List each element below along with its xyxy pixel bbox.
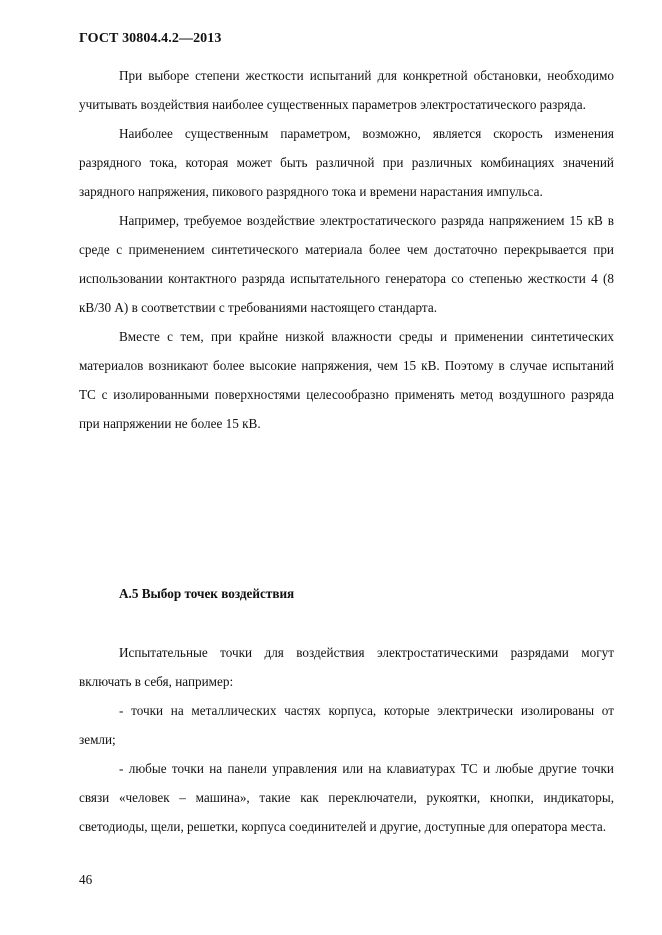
paragraph: Вместе с тем, при крайне низкой влажности среды и применении синтетических материалов возникают более высокие напряжения, чем 15 кВ. Поэтому в случае испытаний ТС с изолированными поверхностями целесообразно применять метод воздушного разряда при напряжении не более 15 кВ. xyxy=(79,329,614,431)
body-text-top xyxy=(79,61,614,438)
paragraph: Наиболее существенным параметром, возможно, является скорость изменения разрядного тока, которая может быть различной при различных комбинациях значений зарядного напряжения, пикового разрядного тока и времени нарастания импульса. xyxy=(79,126,614,199)
document-header: ГОСТ 30804.4.2—2013 xyxy=(79,31,222,46)
body-text-bottom xyxy=(79,638,614,841)
page-number: 46 xyxy=(79,872,93,887)
paragraph: Например, требуемое воздействие электростатического разряда напряжением 15 кВ в среде с применением синтетического материала более чем достаточно перекрывается при использовании контактного разряда испытательного генератора со степенью жесткости 4 (8 кВ/30 А) в соответствии с требованиями настоящего стандарта. xyxy=(79,213,614,315)
section-heading: А.5 Выбор точек воздействия xyxy=(119,586,295,601)
paragraph: Испытательные точки для воздействия электростатическими разрядами могут включать в себя, например: xyxy=(79,645,614,689)
list-item: - любые точки на панели управления или на клавиатурах ТС и любые другие точки связи «человек – машина», такие как переключатели, рукоятки, кнопки, индикаторы, светодиоды, щели, решетки, корпуса соединителей и другие, доступные для оператора места. xyxy=(79,761,614,834)
list-item: - точки на металлических частях корпуса, которые электрически изолированы от земли; xyxy=(79,703,614,747)
paragraph: При выборе степени жесткости испытаний для конкретной обстановки, необходимо учитывать воздействия наиболее существенных параметров электростатического разряда. xyxy=(79,68,614,112)
